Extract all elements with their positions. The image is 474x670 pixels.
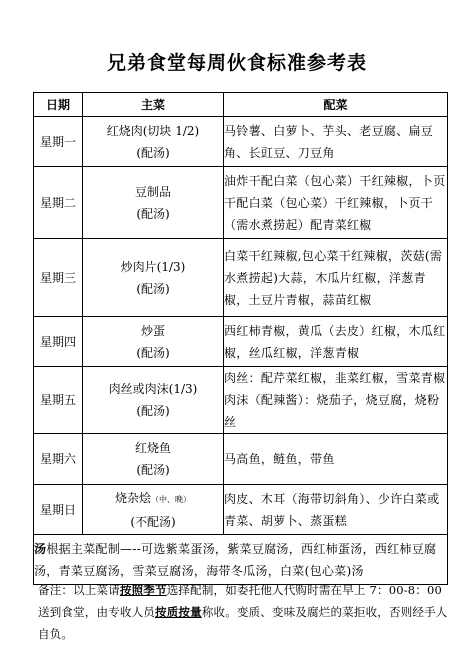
header-side: 配菜 [224,93,448,117]
menu-table [33,92,448,585]
main-dish-cell [83,167,224,239]
note-emphasis-2: 按质按量 [155,605,202,619]
main-dish: 烧杂烩 [114,490,151,505]
soup-cell [34,535,448,585]
soup-label: 汤 [34,541,47,556]
main-dish: 红烧肉(切块 1/2) [106,123,200,138]
main-dish-note: (配汤) [136,281,170,296]
table-row [34,117,448,167]
day-cell: 星期四 [34,317,83,367]
day-cell: 星期三 [34,239,83,317]
main-dish-small: （中、晚） [151,494,191,504]
note-part-3: 称收。变质、变味及腐烂的菜拒收，否则经手人自负。 [38,605,448,641]
day-cell: 星期五 [34,367,83,434]
side-dish-cell: 肉皮、木耳（海带切斜角）、少许白菜或青菜、胡萝卜、蒸蛋糕 [224,485,448,535]
side-dish-cell: 马铃薯、白萝卜、芋头、老豆腐、扁豆角、长豇豆、刀豆角 [224,117,448,167]
day-cell: 星期日 [34,485,83,535]
main-dish-note: (配汤) [136,206,170,221]
side-dish-cell: 西红柿青椒，黄瓜（去皮）红椒，木瓜红椒，丝瓜红椒，洋葱青椒 [224,317,448,367]
main-dish: 肉丝或肉沫(1/3) [108,382,198,396]
header-row [34,93,448,117]
day-cell: 星期一 [34,117,83,167]
side-dish-cell: 肉丝：配芹菜红椒，韭菜红椒，雪菜青椒 肉沫（配辣酱）：烧茄子，烧豆腐，烧粉丝 [224,367,448,434]
main-dish-note: (不配汤) [130,514,176,529]
day-cell: 星期六 [34,434,83,485]
table-row [34,239,448,317]
soup-row [34,535,448,585]
note-emphasis-1: 按照季节 [119,583,167,597]
table-row [34,485,448,535]
table-row [34,367,448,434]
header-main: 主菜 [83,93,224,117]
page-title: 兄弟食堂每周伙食标准参考表 [106,52,367,74]
main-dish: 炒蛋 [140,323,165,338]
soup-text: 根据主菜配制—--可选紫菜蛋汤，紫菜豆腐汤，西红柿蛋汤，西红柿豆腐汤，青菜豆腐汤，雪菜豆腐汤，海带冬瓜汤，白菜(包心菜)汤 [34,541,437,578]
note-part-2: 选择配制，如委托他人代购时需在早上 7：00-8：00 送到食堂，由专收人员 [38,583,443,619]
main-dish-cell [83,117,224,167]
table-row [34,434,448,485]
header-day: 日期 [34,93,83,117]
main-dish-note: (配汤) [136,463,170,477]
side-dish-cell: 油炸干配白菜（包心菜）干红辣椒，卜页干配白菜（包心菜）干红辣椒，卜页干（需水煮捞起）配青菜红椒 [224,167,448,239]
table-row [34,167,448,239]
main-dish-line [83,487,223,511]
main-dish-cell [83,367,224,434]
main-dish: 豆制品 [134,184,171,199]
day-cell: 星期二 [34,167,83,239]
side-dish-cell: 马高鱼，鲢鱼，带鱼 [224,434,448,485]
table-row [34,317,448,367]
footnote [38,579,453,645]
main-dish-note: (配汤) [136,345,170,360]
main-dish-note: (配汤) [136,145,170,160]
side-dish-cell: 白菜干红辣椒,包心菜干红辣椒，茨菇(需水煮捞起)大蒜，木瓜片红椒，洋葱青椒，土豆片青椒，蒜苗红椒 [224,239,448,317]
main-dish-note: (配汤) [136,404,170,418]
main-dish: 红烧鱼 [134,441,171,455]
main-dish-cell [83,239,224,317]
main-dish-cell [83,317,224,367]
main-dish-cell [83,434,224,485]
main-dish-cell [83,485,224,535]
note-part-1: 备注：以上菜请 [38,583,120,597]
main-dish: 炒肉片(1/3) [120,259,186,274]
